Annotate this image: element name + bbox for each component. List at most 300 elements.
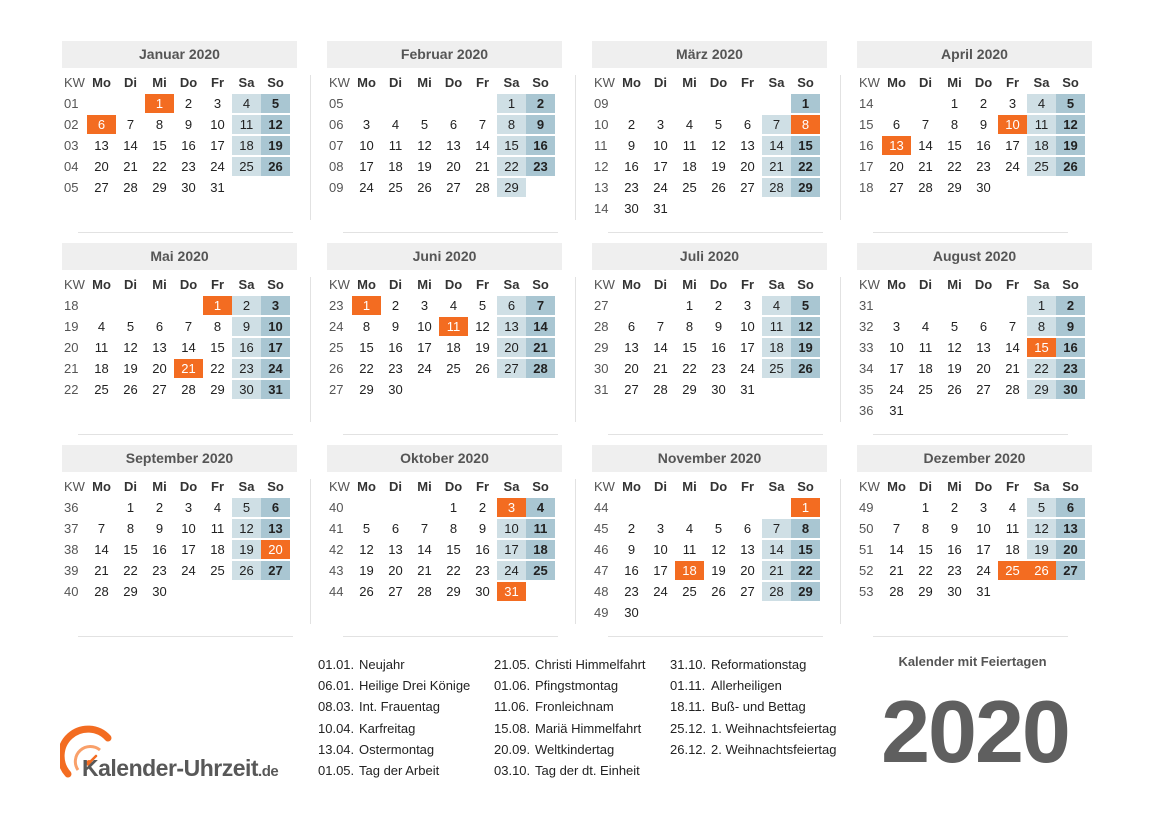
day-cell: 23 <box>711 361 726 376</box>
day-cell: 13 <box>152 340 167 355</box>
day-cell: 15 <box>791 136 820 155</box>
day-cell: 15 <box>497 136 526 155</box>
day-cell: 11 <box>918 340 933 355</box>
weekday-header: Fr <box>211 479 224 494</box>
month-title: März 2020 <box>592 41 827 68</box>
day-cell: 4 <box>232 94 261 113</box>
empty-day-cell <box>911 94 940 113</box>
day-cell: 12 <box>791 317 820 336</box>
holiday-entry <box>494 760 646 781</box>
week-number: 18 <box>64 298 79 313</box>
day-cell: 10 <box>653 542 668 557</box>
day-cell: 31 <box>210 180 225 195</box>
empty-day-cell <box>1056 582 1085 601</box>
week-row <box>857 519 1085 538</box>
weekday-header: So <box>797 479 814 494</box>
weekday-header: Sa <box>768 75 785 90</box>
weekday-header: Sa <box>1033 479 1050 494</box>
weekday-header: Mi <box>947 75 962 90</box>
week-row <box>857 157 1085 176</box>
day-cell: 5 <box>714 521 723 536</box>
day-cell: 10 <box>261 317 290 336</box>
week-number: 06 <box>329 117 344 132</box>
week-row <box>857 582 1085 601</box>
empty-day-cell <box>261 582 290 601</box>
week-number: 09 <box>329 180 344 195</box>
holiday-name: Ostermontag <box>359 741 435 757</box>
day-cell: 1 <box>449 500 458 515</box>
vertical-divider <box>575 479 576 624</box>
day-cell: 7 <box>921 117 930 132</box>
holiday-list-col-2 <box>494 654 646 781</box>
day-cell: 4 <box>526 498 555 517</box>
weekday-header: Di <box>919 75 932 90</box>
day-cell: 3 <box>184 500 193 515</box>
holiday-list-col-1 <box>318 654 470 781</box>
weekday-header: Fr <box>211 75 224 90</box>
week-row <box>592 540 820 559</box>
empty-day-cell <box>617 498 646 517</box>
day-cell: 27 <box>976 382 991 397</box>
empty-day-cell <box>733 94 762 113</box>
weekday-header: Mo <box>92 277 111 292</box>
kw-header: KW <box>859 75 880 90</box>
day-cell: 25 <box>1027 157 1056 176</box>
day-cell: 28 <box>889 584 904 599</box>
holiday-day-cell: 1 <box>145 94 174 113</box>
day-cell: 4 <box>685 117 694 132</box>
weekday-header: Di <box>389 277 402 292</box>
month-title: September 2020 <box>62 445 297 472</box>
empty-day-cell <box>733 199 762 218</box>
week-number: 01 <box>64 96 79 111</box>
empty-day-cell <box>733 603 762 622</box>
holiday-day-cell: 1 <box>203 296 232 315</box>
day-cell: 8 <box>155 117 164 132</box>
day-cell: 19 <box>359 563 374 578</box>
week-number: 42 <box>329 542 344 557</box>
day-cell: 28 <box>181 382 196 397</box>
horizontal-divider <box>78 636 293 637</box>
day-cell: 28 <box>653 382 668 397</box>
month-grid <box>857 273 1085 422</box>
empty-day-cell <box>381 498 410 517</box>
day-cell: 26 <box>232 561 261 580</box>
day-cell: 16 <box>526 136 555 155</box>
day-cell: 5 <box>950 319 959 334</box>
weekday-header: So <box>797 277 814 292</box>
day-cell: 23 <box>526 157 555 176</box>
week-row <box>327 317 555 336</box>
empty-day-cell <box>675 603 704 622</box>
day-cell: 26 <box>261 157 290 176</box>
weekday-header: Di <box>654 75 667 90</box>
day-cell: 16 <box>232 338 261 357</box>
vertical-divider <box>575 277 576 422</box>
empty-day-cell <box>116 94 145 113</box>
weekday-header: Mi <box>947 479 962 494</box>
day-cell: 11 <box>210 521 225 536</box>
empty-day-cell <box>174 296 203 315</box>
day-cell: 14 <box>417 542 432 557</box>
weekday-header: Do <box>974 479 993 494</box>
week-row <box>327 178 555 197</box>
empty-day-cell <box>439 380 468 399</box>
vertical-divider <box>310 75 311 220</box>
day-cell: 1 <box>126 500 135 515</box>
week-row <box>327 519 555 538</box>
day-cell: 31 <box>976 584 991 599</box>
weekday-header: Do <box>179 479 198 494</box>
day-cell: 26 <box>1056 157 1085 176</box>
day-cell: 19 <box>123 361 138 376</box>
holiday-name: Pfingstmontag <box>535 678 619 694</box>
horizontal-divider <box>78 434 293 435</box>
week-number: 40 <box>329 500 344 515</box>
week-row <box>857 178 1085 197</box>
holiday-date: 31.10. <box>670 657 707 672</box>
day-cell: 20 <box>624 361 639 376</box>
week-number: 19 <box>64 319 79 334</box>
day-cell: 3 <box>213 96 222 111</box>
day-cell: 20 <box>740 159 755 174</box>
day-cell: 22 <box>791 157 820 176</box>
weekday-header: Fr <box>741 277 754 292</box>
day-cell: 22 <box>947 159 962 174</box>
week-number: 09 <box>594 96 609 111</box>
day-cell: 23 <box>181 159 196 174</box>
holiday-entry <box>318 718 470 739</box>
day-cell: 24 <box>417 361 432 376</box>
weekday-header: So <box>1062 479 1079 494</box>
empty-day-cell <box>791 380 820 399</box>
day-cell: 23 <box>947 563 962 578</box>
week-row <box>592 380 820 399</box>
day-cell: 29 <box>497 178 526 197</box>
weekday-header: Do <box>444 75 463 90</box>
empty-day-cell <box>704 199 733 218</box>
holiday-name: Fronleichnam <box>535 699 614 715</box>
day-cell: 27 <box>1056 561 1085 580</box>
weekday-header-row <box>592 275 820 294</box>
week-number: 26 <box>329 361 344 376</box>
day-cell: 7 <box>478 117 487 132</box>
logo[interactable] <box>60 724 305 780</box>
week-row <box>62 178 290 197</box>
day-cell: 9 <box>232 317 261 336</box>
kw-header: KW <box>594 75 615 90</box>
week-row <box>592 359 820 378</box>
weekday-header: Fr <box>476 75 489 90</box>
week-number: 39 <box>64 563 79 578</box>
holiday-entry <box>494 718 646 739</box>
month-block <box>327 243 562 401</box>
holiday-name: Buß- und Bettag <box>711 699 806 715</box>
day-cell: 20 <box>740 563 755 578</box>
horizontal-divider <box>873 636 1068 637</box>
day-cell: 13 <box>1056 519 1085 538</box>
week-row <box>857 540 1085 559</box>
week-number: 29 <box>594 340 609 355</box>
holiday-date: 03.10. <box>494 762 531 778</box>
holiday-day-cell: 8 <box>791 115 820 134</box>
weekday-header: Sa <box>1033 75 1050 90</box>
weekday-header: Fr <box>1006 277 1019 292</box>
day-cell: 13 <box>740 542 755 557</box>
month-block <box>857 445 1092 603</box>
month-title: April 2020 <box>857 41 1092 68</box>
day-cell: 26 <box>417 180 432 195</box>
day-cell: 2 <box>478 500 487 515</box>
holiday-name: 1. Weihnachtsfeiertag <box>711 720 837 736</box>
week-row <box>592 317 820 336</box>
holiday-name: Mariä Himmelfahrt <box>535 720 642 736</box>
day-cell: 11 <box>388 138 403 153</box>
empty-day-cell <box>410 94 439 113</box>
day-cell: 9 <box>714 319 723 334</box>
week-number: 48 <box>594 584 609 599</box>
day-cell: 18 <box>210 542 225 557</box>
day-cell: 26 <box>791 359 820 378</box>
calendar-year: 2020 <box>881 682 1069 781</box>
holiday-entry <box>318 739 470 760</box>
holiday-day-cell: 26 <box>1027 561 1056 580</box>
day-cell: 11 <box>682 138 697 153</box>
empty-day-cell <box>1027 582 1056 601</box>
weekday-header: Do <box>444 479 463 494</box>
day-cell: 24 <box>889 382 904 397</box>
week-row <box>62 380 290 399</box>
week-row <box>592 94 820 113</box>
day-cell: 9 <box>950 521 959 536</box>
day-cell: 28 <box>417 584 432 599</box>
holiday-entry <box>494 739 646 760</box>
day-cell: 27 <box>740 180 755 195</box>
empty-day-cell <box>232 178 261 197</box>
day-cell: 11 <box>526 519 555 538</box>
day-cell: 1 <box>950 96 959 111</box>
holiday-date: 18.11. <box>670 699 706 715</box>
day-cell: 6 <box>627 319 636 334</box>
day-cell: 10 <box>359 138 374 153</box>
week-row <box>592 157 820 176</box>
weekday-header: Fr <box>211 277 224 292</box>
holiday-day-cell: 18 <box>675 561 704 580</box>
day-cell: 28 <box>918 180 933 195</box>
day-cell: 19 <box>1027 540 1056 559</box>
day-cell: 20 <box>152 361 167 376</box>
week-row <box>62 115 290 134</box>
week-number: 12 <box>594 159 609 174</box>
week-row <box>327 540 555 559</box>
week-row <box>327 157 555 176</box>
day-cell: 9 <box>627 138 636 153</box>
week-row <box>327 359 555 378</box>
day-cell: 17 <box>261 338 290 357</box>
week-row <box>857 498 1085 517</box>
holiday-name: Neujahr <box>359 657 405 672</box>
day-cell: 19 <box>1056 136 1085 155</box>
weekday-header: Sa <box>768 479 785 494</box>
day-cell: 15 <box>791 540 820 559</box>
day-cell: 9 <box>979 117 988 132</box>
day-cell: 22 <box>497 157 526 176</box>
day-cell: 31 <box>740 382 755 397</box>
week-row <box>327 115 555 134</box>
holiday-name: Allerheiligen <box>711 678 782 694</box>
empty-day-cell <box>675 94 704 113</box>
month-grid <box>327 273 555 401</box>
empty-day-cell <box>704 498 733 517</box>
week-row <box>62 296 290 315</box>
month-title: August 2020 <box>857 243 1092 270</box>
day-cell: 1 <box>1027 296 1056 315</box>
holiday-entry <box>318 760 470 781</box>
day-cell: 24 <box>1005 159 1020 174</box>
day-cell: 10 <box>210 117 225 132</box>
day-cell: 10 <box>417 319 432 334</box>
empty-day-cell <box>704 603 733 622</box>
day-cell: 5 <box>478 298 487 313</box>
month-block <box>857 41 1092 199</box>
week-number: 35 <box>859 382 874 397</box>
day-cell: 17 <box>889 361 904 376</box>
weekday-header-row <box>592 477 820 496</box>
kw-header: KW <box>329 479 350 494</box>
empty-day-cell <box>733 498 762 517</box>
holiday-entry <box>318 654 470 675</box>
day-cell: 2 <box>979 96 988 111</box>
empty-day-cell <box>675 498 704 517</box>
horizontal-divider <box>608 434 823 435</box>
holiday-day-cell: 6 <box>87 115 116 134</box>
empty-day-cell <box>998 401 1027 420</box>
week-number: 52 <box>859 563 874 578</box>
week-row <box>327 380 555 399</box>
weekday-header: Mo <box>622 75 641 90</box>
weekday-header: Mo <box>357 479 376 494</box>
week-number: 47 <box>594 563 609 578</box>
kw-header: KW <box>859 479 880 494</box>
day-cell: 15 <box>359 340 374 355</box>
day-cell: 7 <box>420 521 429 536</box>
holiday-name: Tag der Arbeit <box>359 762 440 778</box>
week-row <box>857 136 1085 155</box>
month-title: Januar 2020 <box>62 41 297 68</box>
empty-day-cell <box>882 94 911 113</box>
week-number: 36 <box>64 500 79 515</box>
day-cell: 3 <box>656 521 665 536</box>
day-cell: 27 <box>446 180 461 195</box>
weekday-header: Mi <box>417 479 432 494</box>
weekday-header-row <box>62 477 290 496</box>
week-number: 49 <box>594 605 609 620</box>
day-cell: 7 <box>126 117 135 132</box>
week-number: 24 <box>329 319 344 334</box>
week-row <box>592 199 820 218</box>
empty-day-cell <box>87 296 116 315</box>
week-number: 45 <box>594 521 609 536</box>
horizontal-divider <box>608 636 823 637</box>
day-cell: 24 <box>653 584 668 599</box>
empty-day-cell <box>911 401 940 420</box>
weekday-header: Fr <box>1006 479 1019 494</box>
day-cell: 29 <box>1027 380 1056 399</box>
day-cell: 14 <box>1005 340 1020 355</box>
day-cell: 10 <box>181 521 196 536</box>
empty-day-cell <box>646 498 675 517</box>
month-block <box>592 41 827 220</box>
day-cell: 19 <box>232 540 261 559</box>
day-cell: 14 <box>94 542 109 557</box>
month-grid <box>592 71 820 220</box>
day-cell: 29 <box>446 584 461 599</box>
week-row <box>62 582 290 601</box>
empty-day-cell <box>116 296 145 315</box>
day-cell: 16 <box>947 542 962 557</box>
day-cell: 12 <box>123 340 138 355</box>
day-cell: 13 <box>388 542 403 557</box>
day-cell: 17 <box>181 542 196 557</box>
day-cell: 5 <box>791 296 820 315</box>
weekday-header: Di <box>124 75 137 90</box>
day-cell: 27 <box>388 584 403 599</box>
holiday-list-col-3 <box>670 654 837 760</box>
holiday-entry <box>670 739 837 760</box>
day-cell: 12 <box>475 319 490 334</box>
holiday-day-cell: 3 <box>497 498 526 517</box>
weekday-header: Fr <box>476 277 489 292</box>
day-cell: 2 <box>627 117 636 132</box>
week-row <box>592 136 820 155</box>
day-cell: 23 <box>152 563 167 578</box>
day-cell: 24 <box>261 359 290 378</box>
day-cell: 20 <box>1056 540 1085 559</box>
day-cell: 6 <box>892 117 901 132</box>
week-number: 43 <box>329 563 344 578</box>
week-row <box>62 338 290 357</box>
day-cell: 21 <box>762 561 791 580</box>
day-cell: 16 <box>624 563 639 578</box>
day-cell: 5 <box>261 94 290 113</box>
weekday-header: Mi <box>682 75 697 90</box>
month-grid <box>327 475 555 603</box>
month-block <box>592 445 827 624</box>
day-cell: 2 <box>950 500 959 515</box>
empty-day-cell <box>940 401 969 420</box>
day-cell: 26 <box>359 584 374 599</box>
weekday-header: Mo <box>622 277 641 292</box>
day-cell: 4 <box>391 117 400 132</box>
holiday-entry <box>318 696 470 717</box>
month-title: Februar 2020 <box>327 41 562 68</box>
day-cell: 5 <box>1027 498 1056 517</box>
week-number: 16 <box>859 138 874 153</box>
day-cell: 21 <box>889 563 904 578</box>
day-cell: 21 <box>475 159 490 174</box>
day-cell: 20 <box>889 159 904 174</box>
day-cell: 15 <box>947 138 962 153</box>
day-cell: 30 <box>475 584 490 599</box>
day-cell: 26 <box>475 361 490 376</box>
week-number: 02 <box>64 117 79 132</box>
day-cell: 17 <box>653 159 668 174</box>
weekday-header-row <box>327 275 555 294</box>
weekday-header-row <box>857 275 1085 294</box>
weekday-header-row <box>857 477 1085 496</box>
weekday-header: Do <box>974 277 993 292</box>
horizontal-divider <box>343 636 558 637</box>
